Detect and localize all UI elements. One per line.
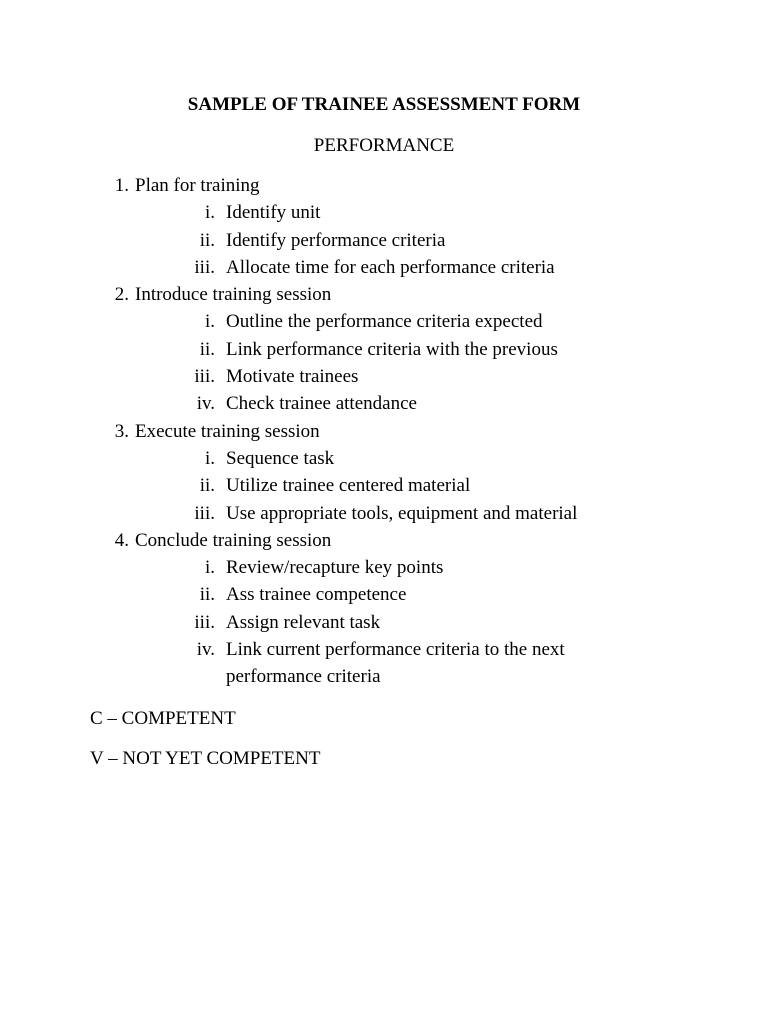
list-item [0,638,768,665]
list-item [0,474,768,501]
legend-competent: C – COMPETENT [90,708,236,729]
list-item [0,556,768,583]
item-text: Ass trainee competence [226,584,407,606]
item-numeral: i. [204,202,215,224]
item-text: Use appropriate tools, equipment and material [226,502,578,524]
list-item-continuation [0,665,768,692]
section-row [0,420,768,447]
item-numeral: iii. [194,502,215,524]
item-numeral: ii. [199,229,215,251]
item-text: Identify unit [226,202,321,224]
item-numeral: iv. [196,639,215,661]
list-item [0,201,768,228]
item-text: Check trainee attendance [226,393,417,415]
item-text: Review/recapture key points [226,557,444,579]
section-row [0,529,768,556]
list-item [0,611,768,638]
document-title: SAMPLE OF TRAINEE ASSESSMENT FORM [187,94,581,115]
item-text: Outline the performance criteria expected [226,311,543,333]
section-label: Conclude training session [135,529,332,551]
list-item [0,392,768,419]
section-label: Introduce training session [135,284,332,306]
list-item [0,365,768,392]
list-item [0,256,768,283]
list-item [0,229,768,256]
document-subtitle: PERFORMANCE [313,135,455,156]
item-text-continuation: performance criteria [226,666,381,688]
item-numeral: ii. [199,584,215,606]
item-numeral: iii. [194,366,215,388]
item-text: Utilize trainee centered material [226,475,471,497]
list-item [0,502,768,529]
list-item [0,338,768,365]
list-item [0,583,768,610]
item-numeral: iii. [194,611,215,633]
section-number: 3. [114,420,129,442]
section-number: 2. [114,284,129,306]
item-text: Identify performance criteria [226,229,446,251]
list-item [0,447,768,474]
item-text: Link performance criteria with the previous [226,338,558,360]
item-numeral: i. [204,311,215,333]
item-numeral: iii. [194,256,215,278]
assessment-list [0,174,768,693]
item-text: Sequence task [226,447,335,469]
section-row [0,283,768,310]
item-text: Motivate trainees [226,366,359,388]
item-text: Allocate time for each performance criteria [226,256,555,278]
section-label: Plan for training [135,175,260,196]
item-numeral: i. [204,557,215,579]
item-text: Link current performance criteria to the next [226,639,565,661]
legend-not-yet-competent: V – NOT YET COMPETENT [90,748,321,769]
section-number: 1. [114,175,129,196]
item-numeral: ii. [199,338,215,360]
item-numeral: i. [204,447,215,469]
section-label: Execute training session [135,420,320,442]
section-number: 4. [114,529,129,551]
item-numeral: iv. [196,393,215,415]
item-text: Assign relevant task [226,611,381,633]
list-item [0,310,768,337]
item-numeral: ii. [199,475,215,497]
section-row [0,174,768,201]
